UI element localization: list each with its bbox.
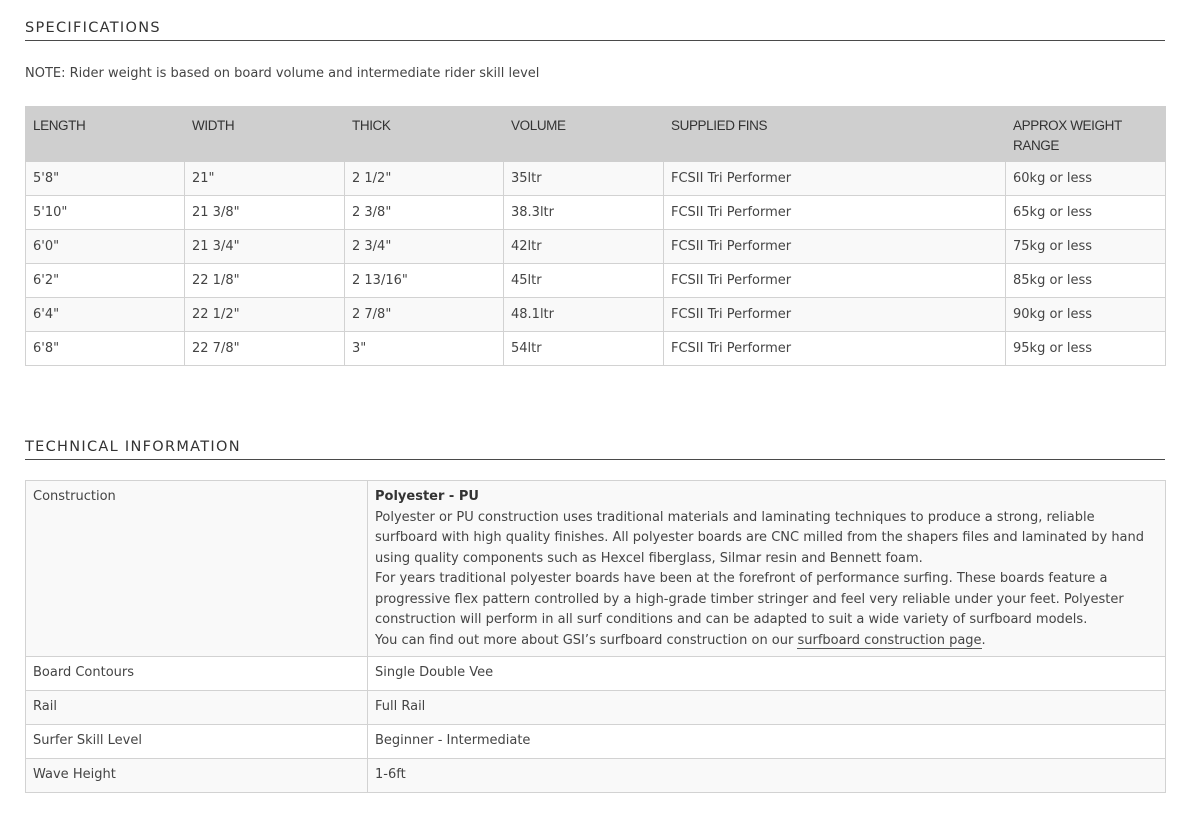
cell-volume: 42ltr [504, 230, 664, 264]
table-row [26, 298, 1166, 332]
surfboard-construction-page-link[interactable]: surfboard construction page [797, 632, 982, 648]
cell-volume: 35ltr [504, 162, 664, 196]
column-header-length: LENGTH [26, 107, 185, 162]
cell-fins: FCSII Tri Performer [664, 264, 1006, 298]
cell-width: 21 3/8" [185, 196, 345, 230]
cell-width: 22 7/8" [185, 332, 345, 366]
construction-value [368, 481, 1166, 657]
cell-weight: 65kg or less [1006, 196, 1166, 230]
rider-weight-note: NOTE: Rider weight is based on board volume and intermediate rider skill level [25, 66, 540, 81]
cell-volume: 38.3ltr [504, 196, 664, 230]
technical-information-title: TECHNICAL INFORMATION [25, 439, 241, 455]
table-row [26, 196, 1166, 230]
cell-weight: 60kg or less [1006, 162, 1166, 196]
cell-volume: 54ltr [504, 332, 664, 366]
cell-length: 6'0" [26, 230, 185, 264]
cell-width: 21 3/4" [185, 230, 345, 264]
cell-thick: 2 13/16" [345, 264, 504, 298]
table-row [26, 230, 1166, 264]
board-contours-value: Single Double Vee [368, 657, 1166, 691]
cell-width: 22 1/8" [185, 264, 345, 298]
technical-information-divider [25, 459, 1165, 460]
cell-weight: 90kg or less [1006, 298, 1166, 332]
rail-value: Full Rail [368, 691, 1166, 725]
column-header-volume: VOLUME [504, 107, 664, 162]
cell-volume: 45ltr [504, 264, 664, 298]
cell-length: 6'8" [26, 332, 185, 366]
table-row [26, 332, 1166, 366]
surfer-skill-level-label: Surfer Skill Level [26, 725, 368, 759]
cell-weight: 75kg or less [1006, 230, 1166, 264]
cell-width: 21" [185, 162, 345, 196]
construction-label: Construction [26, 481, 368, 657]
cell-thick: 3" [345, 332, 504, 366]
table-row [26, 162, 1166, 196]
cell-length: 6'2" [26, 264, 185, 298]
technical-information-table [25, 480, 1166, 793]
cell-fins: FCSII Tri Performer [664, 230, 1006, 264]
specifications-table [25, 106, 1166, 366]
specifications-divider [25, 40, 1165, 41]
column-header-supplied-fins: SUPPLIED FINS [664, 107, 1006, 162]
cell-thick: 2 1/2" [345, 162, 504, 196]
cell-length: 5'8" [26, 162, 185, 196]
cell-weight: 85kg or less [1006, 264, 1166, 298]
construction-heading: Polyester - PU [375, 489, 479, 504]
cell-thick: 2 3/8" [345, 196, 504, 230]
cell-length: 6'4" [26, 298, 185, 332]
construction-paragraph: For years traditional polyester boards have been at the forefront of performance surfing. These boards feature a progressive flex pattern controlled by a high-grade timber stringer and feel very reliable under your feet. Polyester construction will perform in all surf conditions and can be adapted to suit a wide variety of surfboard models. [375, 571, 1124, 627]
construction-more-info: You can find out more about GSI’s surfboard construction on our surfboard construction page. [375, 632, 986, 648]
column-header-width: WIDTH [185, 107, 345, 162]
surfer-skill-level-value: Beginner - Intermediate [368, 725, 1166, 759]
column-header-thick: THICK [345, 107, 504, 162]
board-contours-label: Board Contours [26, 657, 368, 691]
specifications-title: SPECIFICATIONS [25, 20, 161, 36]
table-row-construction [26, 481, 1166, 657]
specifications-header-row [26, 107, 1166, 162]
cell-fins: FCSII Tri Performer [664, 162, 1006, 196]
table-row-wave-height [26, 759, 1166, 793]
wave-height-label: Wave Height [26, 759, 368, 793]
table-row-surfer-skill-level [26, 725, 1166, 759]
rail-label: Rail [26, 691, 368, 725]
cell-fins: FCSII Tri Performer [664, 298, 1006, 332]
column-header-approx-weight-range: APPROX WEIGHT RANGE [1006, 107, 1166, 162]
cell-weight: 95kg or less [1006, 332, 1166, 366]
wave-height-value: 1-6ft [368, 759, 1166, 793]
cell-fins: FCSII Tri Performer [664, 332, 1006, 366]
construction-paragraph: Polyester or PU construction uses traditional materials and laminating techniques to produce a strong, reliable surfboard with high quality finishes. All polyester boards are CNC milled from the shapers files and laminated by hand using quality components such as Hexcel fiberglass, Silmar resin and Bennett foam. [375, 509, 1145, 566]
cell-thick: 2 7/8" [345, 298, 504, 332]
table-row [26, 264, 1166, 298]
cell-length: 5'10" [26, 196, 185, 230]
cell-volume: 48.1ltr [504, 298, 664, 332]
table-row-rail [26, 691, 1166, 725]
table-row-board-contours [26, 657, 1166, 691]
cell-fins: FCSII Tri Performer [664, 196, 1006, 230]
cell-width: 22 1/2" [185, 298, 345, 332]
cell-thick: 2 3/4" [345, 230, 504, 264]
